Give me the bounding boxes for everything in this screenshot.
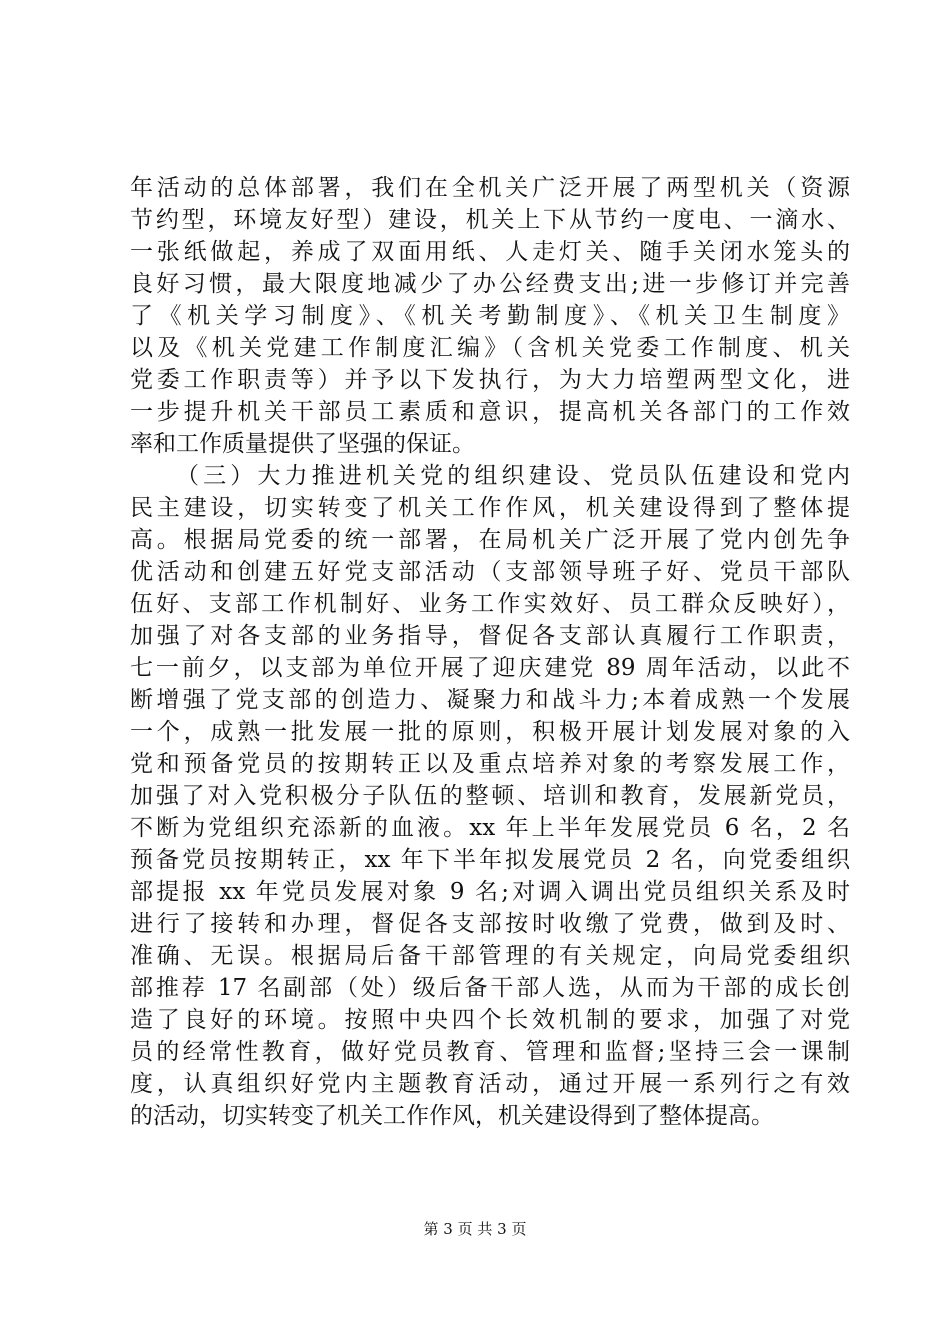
text-line: 党和预备党员的按期转正以及重点培养对象的考察发展工作， — [130, 751, 850, 777]
text-line: 度，认真组织好党内主题教育活动，通过开展一系列行之有效 — [130, 1071, 850, 1097]
text-line: 的活动，切实转变了机关工作作风，机关建设得到了整体提高。 — [130, 1103, 774, 1129]
page-number: 第 3 页 共 3 页 — [423, 1220, 527, 1238]
text-line: 造了良好的环境。按照中央四个长效机制的要求，加强了对党 — [130, 1007, 850, 1033]
text-line: 民主建设，切实转变了机关工作作风，机关建设得到了整体提 — [130, 495, 850, 521]
text-line: 以及《机关党建工作制度汇编》（含机关党委工作制度、机关 — [130, 335, 850, 361]
text-line: 节约型，环境友好型）建设，机关上下从节约一度电、一滴水、 — [130, 207, 850, 233]
text-line: 年活动的总体部署，我们在全机关广泛开展了两型机关（资源 — [130, 175, 850, 201]
text-line: 断增强了党支部的创造力、凝聚力和战斗力;本着成熟一个发展 — [130, 687, 850, 713]
text-line: 率和工作质量提供了坚强的保证。 — [130, 431, 475, 457]
text-line: 员的经常性教育，做好党员教育、管理和监督;坚持三会一课制 — [130, 1039, 850, 1065]
text-line: 高。根据局党委的统一部署，在局机关广泛开展了党内创先争 — [130, 527, 850, 553]
text-line: 一张纸做起，养成了双面用纸、人走灯关、随手关闭水笼头的 — [130, 239, 850, 265]
text-line: 预备党员按期转正，xx 年下半年拟发展党员 2 名，向党委组织 — [130, 847, 850, 873]
text-line: 七一前夕，以支部为单位开展了迎庆建党 89 周年活动，以此不 — [130, 655, 850, 681]
text-line: （三）大力推进机关党的组织建设、党员队伍建设和党内 — [176, 463, 850, 489]
text-line: 党委工作职责等）并予以下发执行，为大力培塑两型文化，进 — [130, 367, 850, 393]
text-line: 准确、无误。根据局后备干部管理的有关规定，向局党委组织 — [130, 943, 850, 969]
text-line: 优活动和创建五好党支部活动（支部领导班子好、党员干部队 — [130, 559, 850, 585]
text-line: 良好习惯，最大限度地减少了办公经费支出;进一步修订并完善 — [130, 271, 850, 297]
text-line: 进行了接转和办理，督促各支部按时收缴了党费，做到及时、 — [130, 911, 850, 937]
text-line: 加强了对各支部的业务指导，督促各支部认真履行工作职责， — [130, 623, 850, 649]
text-line: 加强了对入党积极分子队伍的整顿、培训和教育，发展新党员， — [130, 783, 850, 809]
text-line: 不断为党组织充添新的血液。xx 年上半年发展党员 6 名，2 名 — [130, 815, 850, 841]
text-line: 一步提升机关干部员工素质和意识，提高机关各部门的工作效 — [130, 399, 850, 425]
text-line: 了《机关学习制度》、《机关考勤制度》、《机关卫生制度》 — [130, 303, 850, 329]
text-line: 一个，成熟一批发展一批的原则，积极开展计划发展对象的入 — [130, 719, 850, 745]
text-line: 部推荐 17 名副部（处）级后备干部人选，从而为干部的成长创 — [130, 975, 850, 1001]
text-line: 部提报 xx 年党员发展对象 9 名;对调入调出党员组织关系及时 — [130, 879, 850, 905]
text-line: 伍好、支部工作机制好、业务工作实效好、员工群众反映好）， — [130, 591, 850, 617]
